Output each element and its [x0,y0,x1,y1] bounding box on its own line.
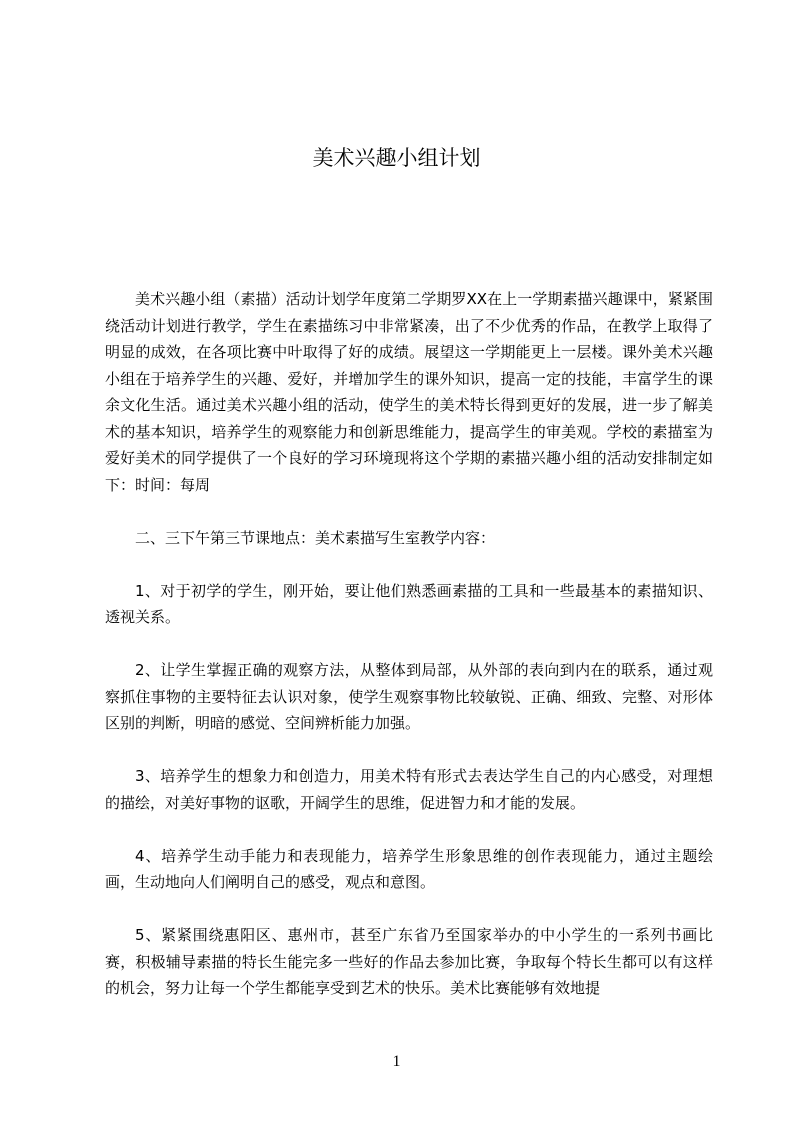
document-title: 美术兴趣小组计划 [312,146,481,170]
paragraph-item-2: 2、让学生掌握正确的观察方法，从整体到局部，从外部的表向到内在的联系，通过观察抓住事物的主要特征去认识对象，使学生观察事物比较敏锐、正确、细致、完整、对形体区别的判断，明暗的感觉、空间辨析能力加强。 [105,661,713,732]
paragraph-schedule: 二、三下午第三节课地点：美术素描写生室教学内容： [135,528,496,547]
paragraph-spacer [105,551,713,578]
page-number: 1 [392,1053,401,1070]
paragraph-item-5: 5、紧紧围绕惠阳区、惠州市，甚至广东省乃至国家举办的中小学生的一系列书画比赛，积极辅导素描的特长生能完多一些好的作品去参加比赛，争取每个特长生都可以有这样的机会，努力让每一个学生都能享受到艺术的快乐。美术比赛能够有效地提 [105,926,713,997]
paragraph-item-3: 3、培养学生的想象力和创造力，用美术特有形式去表达学生自己的内心感受，对理想的描绘，对美好事物的讴歌，开阔学生的思维，促进智力和才能的发展。 [105,767,713,812]
paragraph-spacer [105,498,713,525]
document-body [105,286,713,1002]
paragraph-item-4: 4、培养学生动手能力和表现能力，培养学生形象思维的创作表现能力，通过主题绘画，生动地向人们阐明自己的感受，观点和意图。 [105,846,713,891]
paragraph-item-1: 1、对于初学的学生，刚开始，要让他们熟悉画素描的工具和一些最基本的素描知识、透视关系。 [105,581,713,626]
paragraph-intro: 美术兴趣小组（素描）活动计划学年度第二学期罗XX在上一学期素描兴趣课中，紧紧围绕活动计划进行教学，学生在素描练习中非常紧凑，出了不少优秀的作品，在教学上取得了明显的成效，在各项比赛中叶取得了好的成绩。展望这一学期能更上一层楼。课外美术兴趣小组在于培养学生的兴趣、爱好，并增加学生的课外知识，提高一定的技能，丰富学生的课余文化生活。通过美术兴趣小组的活动，使学生的美术特长得到更好的发展，进一步了解美术的基本知识，培养学生的观察能力和创新思维能力，提高学生的审美观。学校的素描室为爱好美术的同学提供了一个良好的学习环境现将这个学期的素描兴趣小组的活动安排制定如下：时间：每周 [105,290,713,494]
paragraph-spacer [105,737,713,764]
paragraph-spacer [105,816,713,843]
paragraph-spacer [105,631,713,658]
paragraph-spacer [105,896,713,923]
